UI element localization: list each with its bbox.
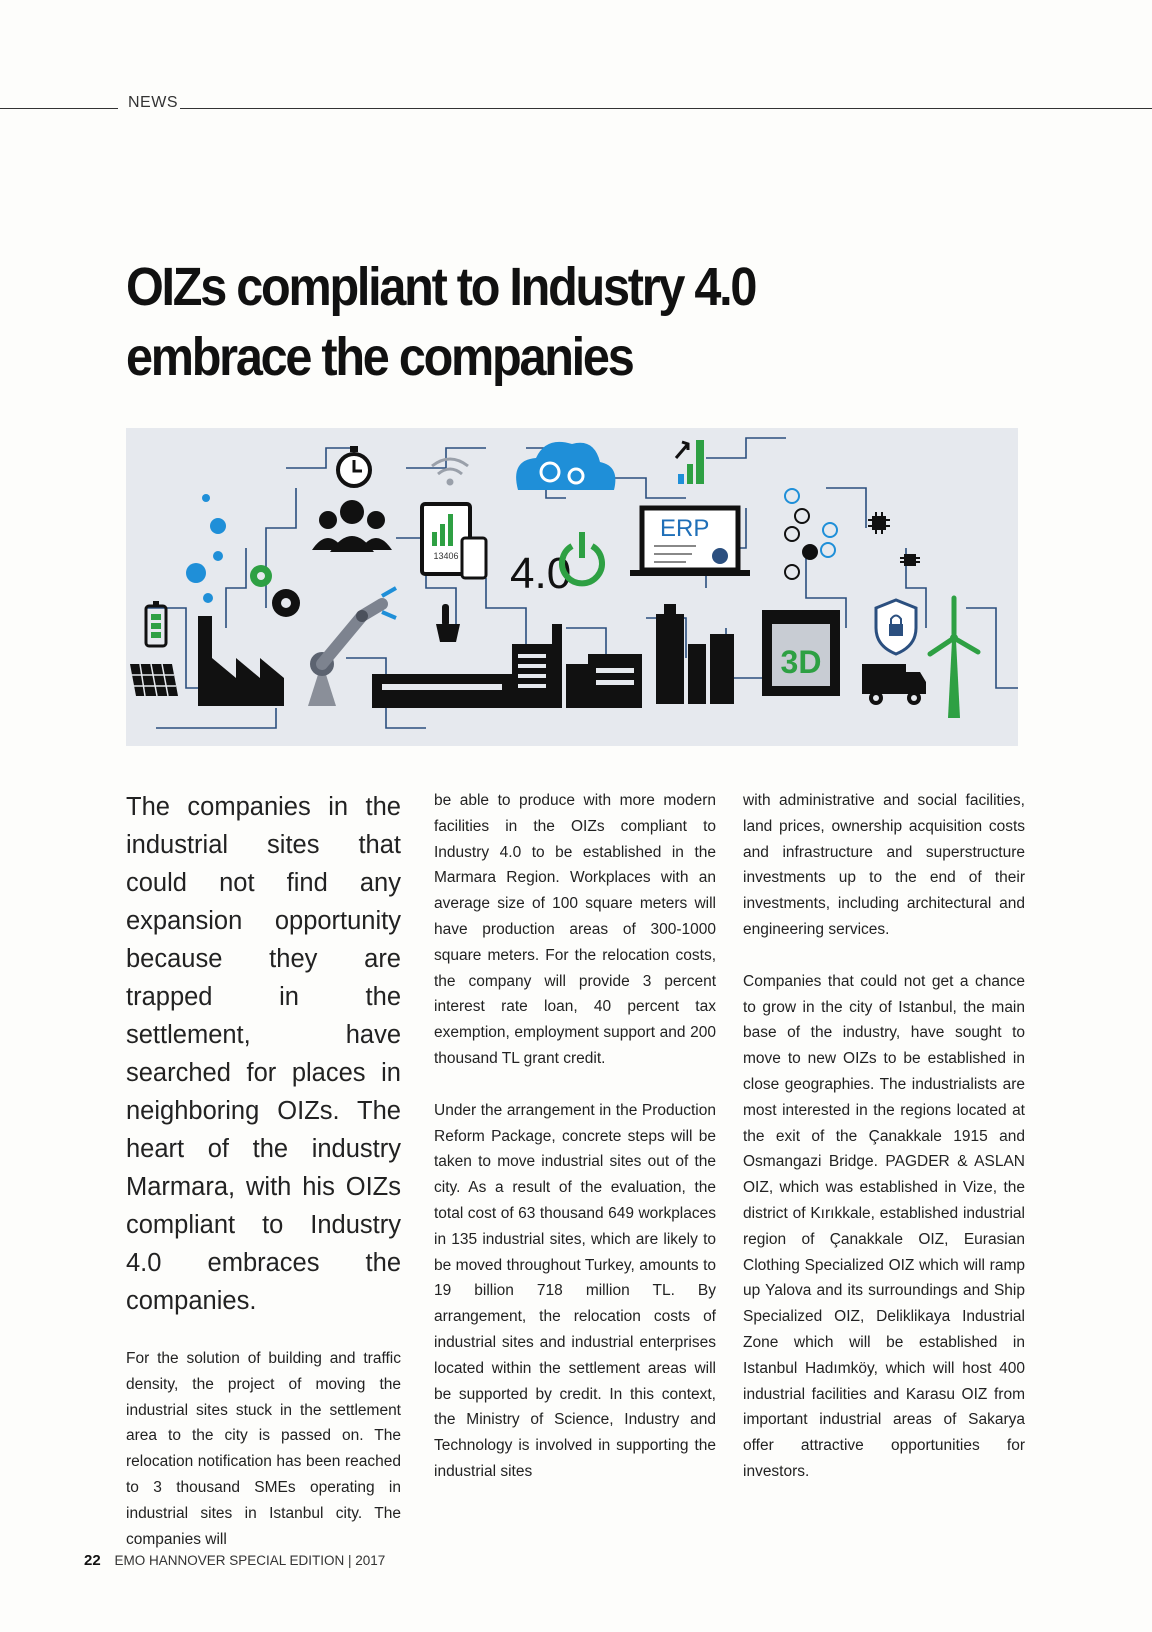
droplets-icon [186,494,226,603]
column-3-paragraph-1: with administrative and social facilities, land prices, ownership acquisition costs and infrastructure and superstructure investments up to the end of their investments, including architectural and engineering services. [743,792,1025,938]
column-1 [126,788,401,1578]
illustration-svg [126,428,1018,746]
industry-4-0-icon [510,532,602,598]
truck-icon [862,664,926,705]
wind-turbine-icon [930,598,978,718]
column-2-paragraph-2: Under the arrangement in the Production Reform Package, concrete steps will be taken to move industrial sites out of the city. As a result of the evaluation, the total cost of 63 thousand 649 workplaces in 135 industrial sites, which are likely to be moved throughout Turkey, amounts to 19 billion 718 million TL. By arrangement, the relocation costs of industrial sites and industrial enterprises located within the settlement areas will be supported by credit. In this context, the Ministry of Science, Industry and Technology is involved in supporting the industrial sites [434,1101,716,1480]
column-3 [743,788,1025,1511]
plant-skyline-icon [372,604,734,708]
3d-printer-icon [762,610,840,696]
growth-chart-icon [676,440,704,484]
chip-icon [868,512,920,566]
tablet-number: 13406 [433,551,459,561]
column-1-paragraph-1: For the solution of building and traffic density, the project of moving the industrial sites stuck in the settlement area to the city is passed on. The relocation notification has been reached to 3 thousand SMEs operating in industrial sites in Istanbul city. The companies will [126,1350,401,1548]
solar-panel-icon [130,664,178,696]
shield-lock-icon [876,600,916,654]
column-3-paragraph-2: Companies that could not get a chance to grow in the city of Istanbul, the main base of the industry, have sought to move to new OIZs to be established in close geographies. The industrialists are most interested in the regions located at the exit of the Çanakkale 1915 and Osmangazi Bridge. PAGDER & ASLAN OIZ, which was established in Vize, the district of Kırıkkale, established industrial region of Çanakkale OIZ, Eurasian Clothing Specialized OIZ which will ramp up Yalova and its surroundings and Ship Specialized OIZ, Deliklikaya Industrial Zone which will be established in Istanbul Hadımköy, which will host 400 industrial facilities and Karasu OIZ from important industrial areas of Sakarya offer attractive opportunities for investors. [743,972,1025,1480]
stopwatch-icon [338,446,370,486]
hexagon-network-icon [785,489,837,579]
article-lead: The companies in the industrial sites that could not find any expansion opportunity because they are trapped in the settlement, have searched for places in neighboring OIZs. The heart of the industry Marmara, with his OIZs compliant to Industry 4.0 embraces the companies. [126,793,401,1315]
industry-4-0-label: 4.0 [510,549,572,598]
tablet-icon [422,504,486,578]
section-label: NEWS [128,94,178,111]
header-rule-left [0,108,118,109]
gears-icon [250,565,300,617]
3d-label: 3D [780,644,822,680]
erp-monitor-icon [630,508,750,576]
industry-illustration [126,428,1018,746]
header-rule-right [180,108,1152,109]
people-icon [312,500,392,552]
article-title [126,252,936,392]
erp-label: ERP [660,515,710,542]
column-2-paragraph-1: be able to produce with more modern facilities in the OIZs compliant to Industry 4.0 to be established in the Marmara Region. Workplaces with an average size of 100 square meters will have production areas of 300-1000 square meters. For the relocation costs, the company will provide 3 percent interest rate loan, 40 percent tax exemption, employment support and 200 thousand TL grant credit. [434,792,716,1067]
publication-name: EMO HANNOVER SPECIAL EDITION | 2017 [114,1553,386,1568]
wifi-icon [432,459,468,484]
title-line-1: OIZs compliant to Industry 4.0 [126,257,756,317]
page-footer [84,1552,385,1569]
page-number: 22 [84,1552,101,1569]
factory-icon [198,616,284,706]
column-2 [434,788,716,1511]
cloud-gears-icon [516,442,615,490]
title-line-2: embrace the companies [126,327,633,387]
